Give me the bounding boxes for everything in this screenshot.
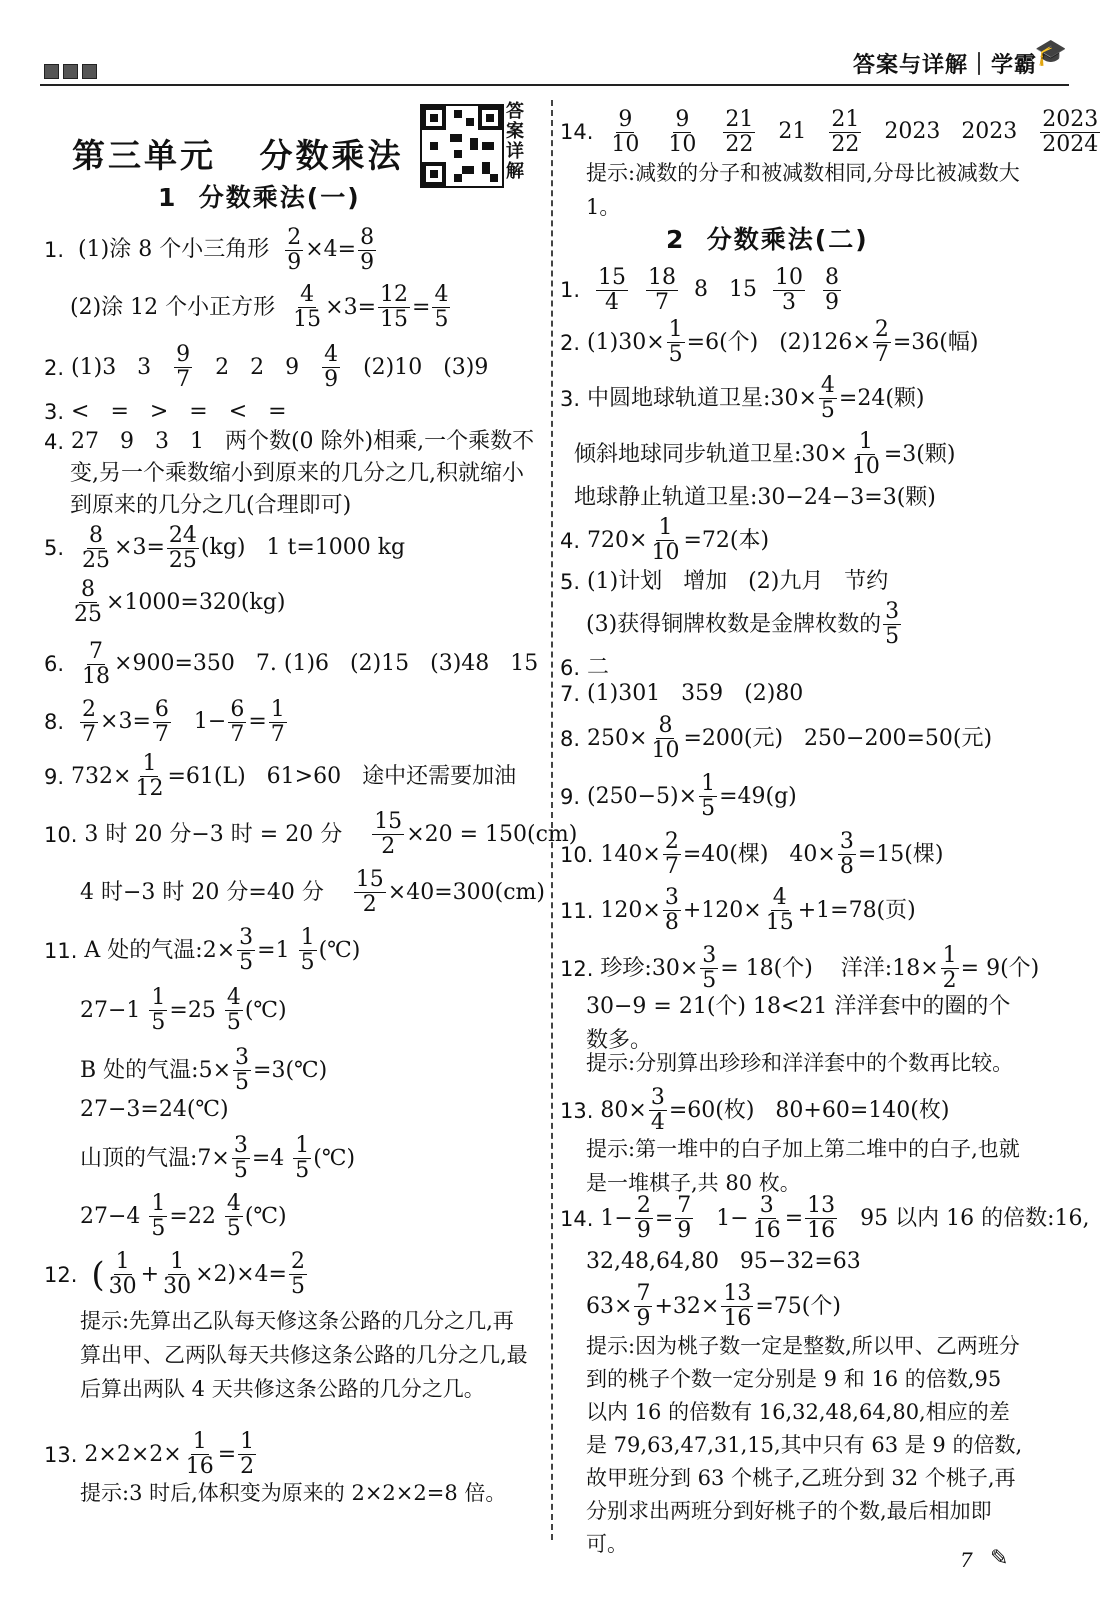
answer-r2: 2. (1)30× $\frac{1}{5}$ =6(个) (2)126× $\frac{2}{7}$ =36(幅) (560, 317, 979, 367)
answer-8: 8. $\frac{2}{7}$ ×3= $\frac{6}{7}$ 1− $\frac{6}{7}$ = $\frac{1}{7}$ (44, 696, 285, 747)
fraction: $\frac{2023}{2024}$ (1042, 106, 1099, 157)
qr-caption: 答案详解 (506, 101, 524, 182)
fraction: $\frac{1}{7}$ (270, 696, 285, 747)
section-title-1: 1 分数乘法(一) (158, 183, 361, 212)
fraction: $\frac{3}{5}$ (702, 943, 717, 993)
fraction: $\frac{8}{25}$ (74, 577, 102, 627)
answer-r12a: 12. 珍珍:30× $\frac{3}{5}$ = 18(个) 洋洋:18× $\frac{1}{2}$ = 9(个) (560, 943, 1040, 993)
fraction: $\frac{4}{5}$ (434, 282, 449, 332)
fraction: $\frac{3}{5}$ (885, 599, 900, 649)
fraction: $\frac{2}{7}$ (664, 829, 679, 879)
fraction: $\frac{3}{4}$ (650, 1085, 665, 1135)
fraction: $\frac{3}{5}$ (235, 1045, 250, 1095)
answer-r6: 6. 二 (560, 655, 610, 680)
fraction: $\frac{4}{15}$ (293, 282, 322, 332)
answer-r7: 7. (1)301 359 (2)80 (560, 681, 804, 706)
fraction: $\frac{8}{25}$ (82, 522, 111, 573)
answer-r3a: 3. 中圆地球轨道卫星:30× $\frac{4}{5}$ =24(颗) (560, 373, 925, 423)
fraction: $\frac{1}{5}$ (151, 985, 166, 1035)
answer-4-line1: 4. 27 9 3 1 两个数(0 除外)相乘,一个乘数不 (44, 429, 535, 454)
answer-5b: $\frac{8}{25}$ ×1000=320(kg) (74, 577, 286, 627)
answer-11b: 27−1 $\frac{1}{5}$ =25 $\frac{4}{5}$ (℃) (80, 985, 287, 1035)
fraction: $\frac{21}{22}$ (831, 106, 860, 157)
answer-11e: 山顶的气温:7× $\frac{3}{5}$ =4 $\frac{1}{5}$ (℃) (80, 1133, 356, 1183)
fraction: $\frac{6}{7}$ (230, 696, 245, 747)
answer-r8: 8. 250× $\frac{8}{10}$ =200(元) 250−200=50(元) (560, 713, 993, 763)
fraction: $\frac{1}{2}$ (240, 1429, 255, 1479)
answer-6-7: 6. $\frac{7}{18}$ ×900=350 7. (1)6 (2)15 (3)48 15 (44, 638, 539, 689)
answer-10b: 4 时−3 时 20 分=40 分 $\frac{15}{2}$ ×40=300(cm) (80, 867, 545, 917)
fraction: $\frac{15}{2}$ (355, 867, 384, 917)
answer-r13: 13. 80× $\frac{3}{4}$ =60(枚) 80+60=140(枚) (560, 1085, 950, 1135)
answer-11c: B 处的气温:5× $\frac{3}{5}$ =3(℃) (80, 1045, 328, 1095)
fraction: $\frac{18}{7}$ (648, 264, 677, 315)
unit-title: 第三单元 分数乘法 (72, 136, 404, 175)
fraction: $\frac{3}{8}$ (839, 829, 854, 879)
fraction: $\frac{1}{5}$ (300, 925, 315, 975)
pencil-icon: ✎ (990, 1546, 1009, 1571)
answer-r12b: 30−9 = 21(个) 18<21 洋洋套中的圈的个数多。 (586, 994, 1011, 1053)
answer-10a: 10. 3 时 20 分−3 时 = 20 分 $\frac{15}{2}$ ×20 = 150(cm) (44, 809, 578, 859)
fraction: $\frac{4}{9}$ (324, 342, 339, 392)
answer-r9: 9. (250−5)× $\frac{1}{5}$ =49(g) (560, 771, 797, 821)
answer-2: 2. (1)3 3 $\frac{9}{7}$ 2 2 9 $\frac{4}{9}$ (2)10 (3)9 (44, 342, 489, 392)
fraction: $\frac{8}{10}$ (651, 713, 680, 763)
fraction: $\frac{10}{3}$ (775, 264, 804, 315)
fraction: $\frac{21}{22}$ (725, 106, 754, 157)
answer-r14b: 32,48,64,80 95−32=63 (586, 1249, 861, 1274)
answer-11f: 27−4 $\frac{1}{5}$ =22 $\frac{4}{5}$ (℃) (80, 1191, 287, 1241)
fraction: $\frac{24}{25}$ (168, 522, 197, 573)
section-title-2: 2 分数乘法(二) (666, 225, 869, 254)
fraction: $\frac{1}{30}$ (163, 1249, 192, 1299)
fraction: $\frac{3}{8}$ (664, 885, 679, 935)
fraction: $\frac{1}{5}$ (668, 317, 683, 367)
answer-5a: 5. $\frac{8}{25}$ ×3= $\frac{24}{25}$ (kg) 1 t=1000 kg (44, 522, 406, 573)
fraction: $\frac{4}{5}$ (226, 985, 241, 1035)
fraction: $\frac{1}{5}$ (701, 771, 716, 821)
fraction: $\frac{8}{9}$ (360, 224, 375, 275)
fraction: $\frac{1}{12}$ (135, 751, 164, 801)
hint-r14: 提示:因为桃子数一定是整数,所以甲、乙两班分到的桃子个数一定分别是 9 和 16 的倍数,95 以内 16 的倍数有 16,32,48,64,80,相应的差是 79,63,47,31,15,其中只有 63 是 9 的倍数,故甲班分到 63 个桃子,乙班分到 32 个桃子,再分别求出两班分到好桃子的个数,最后相加即可。 (586, 1334, 1023, 1556)
answer-1a (44, 222, 378, 278)
answer-r14c: 63× $\frac{7}{9}$ +32× $\frac{13}{16}$ =75(个) (586, 1281, 841, 1331)
fraction: $\frac{8}{9}$ (825, 264, 840, 315)
hint-r12: 提示:分别算出珍珍和洋洋套中的个数再比较。 (586, 1051, 1014, 1075)
fraction: $\frac{4}{5}$ (820, 373, 835, 423)
fraction: $\frac{2}{5}$ (291, 1249, 305, 1299)
answer-r14-prev: 14. $\frac{9}{10}$ $\frac{9}{10}$ $\frac{21}{22}$ 21 $\frac{21}{22}$ 2023 2023 $\frac{2023}{2024}$ (560, 106, 1099, 157)
hint-r14-prev: 提示:减数的分子和被减数相同,分母比被减数大 1。 (586, 161, 1020, 219)
answer-text: (1)涂 8 个小三角形 (78, 237, 284, 262)
fraction: $\frac{1}{10}$ (851, 429, 880, 479)
answer-r10: 10. 140× $\frac{2}{7}$ =40(棵) 40× $\frac{3}{8}$ =15(棵) (560, 829, 944, 879)
answer-4-line2: 变,另一个乘数缩小到原来的几分之几,积就缩小 (70, 461, 524, 486)
answer-r1: 1. $\frac{15}{4}$ $\frac{18}{7}$ 8 15 $\frac{10}{3}$ $\frac{8}{9}$ (560, 264, 840, 315)
item-number: 1. (44, 238, 65, 262)
answer-12: 12. ( $\frac{1}{30}$ + $\frac{1}{30}$ ×2)×4= $\frac{2}{5}$ (44, 1249, 305, 1299)
fraction: $\frac{4}{5}$ (226, 1191, 241, 1241)
answer-text: ×4= (305, 237, 357, 262)
answer-4-line3: 到原来的几分之几(合理即可) (70, 493, 352, 518)
fraction: $\frac{3}{16}$ (752, 1193, 781, 1243)
header-marks (44, 64, 97, 79)
fraction: $\frac{1}{5}$ (151, 1191, 166, 1241)
fraction: $\frac{3}{5}$ (239, 925, 254, 975)
answer-text: (2)涂 12 个小正方形 (70, 294, 290, 320)
graduation-cap-icon: 🎓 (1034, 38, 1067, 68)
answer-r5a: 5. (1)计划 增加 (2)九月 节约 (560, 569, 889, 594)
fraction: $\frac{6}{7}$ (154, 696, 169, 747)
answer-r3c: 地球静止轨道卫星:30−24−3=3(颗) (574, 485, 936, 510)
fraction: $\frac{2}{9}$ (287, 224, 302, 275)
fraction: $\frac{1}{30}$ (108, 1249, 137, 1299)
fraction: $\frac{1}{16}$ (185, 1429, 214, 1479)
page-number: 7 (960, 1548, 973, 1572)
fraction: $\frac{7}{18}$ (82, 638, 111, 689)
answer-9: 9. 732× $\frac{1}{12}$ =61(L) 61>60 途中还需要加油 (44, 751, 517, 801)
fraction: $\frac{15}{2}$ (374, 809, 403, 859)
answer-1b: (2)涂 12 个小正方形 $\frac{4}{15}$ ×3= $\frac{12}{15}$ = $\frac{4}{5}$ (70, 282, 449, 332)
fraction: $\frac{9}{7}$ (176, 342, 191, 392)
fraction: $\frac{7}{9}$ (677, 1193, 692, 1243)
hint-13: 提示:3 时后,体积变为原来的 2×2×2=8 倍。 (80, 1481, 507, 1505)
fraction: $\frac{2}{7}$ (82, 696, 97, 747)
fraction: $\frac{1}{2}$ (942, 943, 957, 993)
fraction: $\frac{2}{7}$ (874, 317, 889, 367)
header-brand: 答案与详解｜学霸 (852, 53, 1037, 78)
answer-11d: 27−3=24(℃) (80, 1097, 229, 1122)
fraction: $\frac{13}{16}$ (807, 1193, 836, 1243)
answer-r14a: 14. 1− $\frac{2}{9}$ = $\frac{7}{9}$ 1− $\frac{3}{16}$ = $\frac{13}{16}$ 95 以内 16 的倍数:16, (560, 1193, 1090, 1243)
answer-r5b: (3)获得铜牌枚数是金牌枚数的 $\frac{3}{5}$ (586, 599, 900, 649)
fraction: $\frac{15}{4}$ (598, 264, 627, 315)
answer-11a: 11. A 处的气温:2× $\frac{3}{5}$ =1 $\frac{1}{5}$ (℃) (44, 925, 361, 975)
fraction: $\frac{1}{10}$ (651, 515, 680, 565)
fraction: $\frac{4}{15}$ (765, 885, 794, 935)
fraction: $\frac{9}{10}$ (668, 106, 697, 157)
answer-r11: 11. 120× $\frac{3}{8}$ +120× $\frac{4}{15}$ +1=78(页) (560, 885, 916, 935)
hint-r13: 提示:第一堆中的白子加上第二堆中的白子,也就是一堆棋子,共 80 枚。 (586, 1137, 1020, 1195)
answer-13: 13. 2×2×2× $\frac{1}{16}$ = $\frac{1}{2}$ (44, 1429, 255, 1479)
fraction: $\frac{1}{5}$ (295, 1133, 310, 1183)
fraction: $\frac{7}{9}$ (636, 1281, 651, 1331)
fraction: $\frac{13}{16}$ (723, 1281, 752, 1331)
fraction: $\frac{12}{15}$ (380, 282, 409, 332)
qr-code-icon[interactable] (420, 104, 504, 188)
answer-r3b: 倾斜地球同步轨道卫星:30× $\frac{1}{10}$ =3(颗) (574, 429, 956, 479)
answer-r4: 4. 720× $\frac{1}{10}$ =72(本) (560, 515, 770, 565)
fraction: $\frac{3}{5}$ (233, 1133, 248, 1183)
header-rule (40, 84, 1069, 86)
fraction: $\frac{2}{9}$ (636, 1193, 651, 1243)
hint-12: 提示:先算出乙队每天修这条公路的几分之几,再算出甲、乙两队每天共修这条公路的几分之几,最后算出两队 4 天共修这条公路的几分之几。 (80, 1309, 528, 1401)
fraction: $\frac{9}{10}$ (611, 106, 640, 157)
answer-3: 3. < = > = < = (44, 399, 287, 424)
